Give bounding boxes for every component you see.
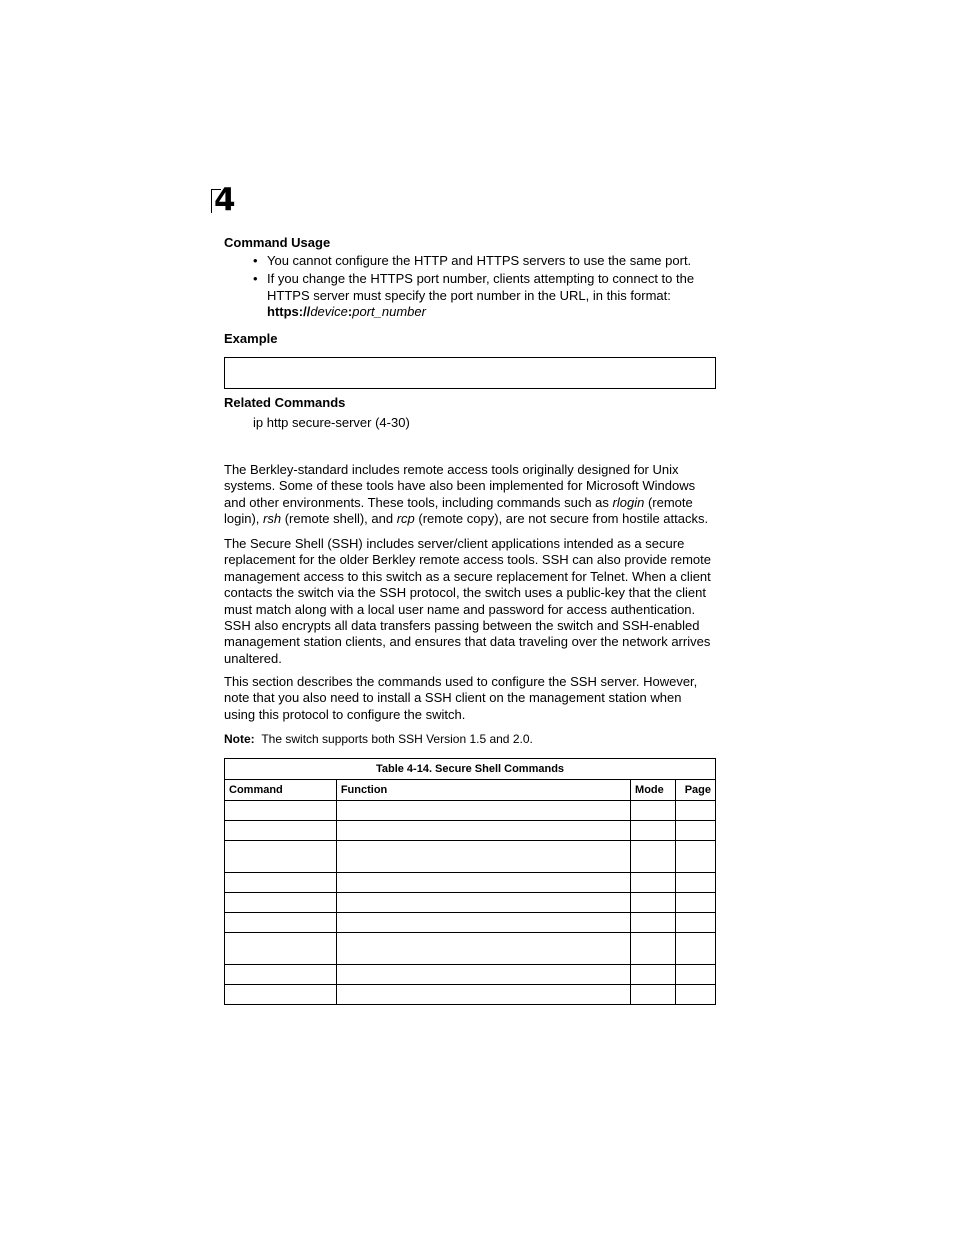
table-row [225, 801, 716, 821]
command-usage-list [253, 253, 723, 321]
note-text: The switch supports both SSH Version 1.5 and 2.0. [261, 732, 533, 746]
ssh-commands-table [224, 758, 716, 1005]
chapter-marker [210, 182, 240, 218]
table-row [225, 841, 716, 873]
table-row [225, 821, 716, 841]
column-header-mode: Mode [631, 780, 676, 801]
table-caption: Table 4-14. Secure Shell Commands [225, 759, 716, 780]
column-header-function: Function [336, 780, 630, 801]
column-header-command: Command [225, 780, 337, 801]
example-heading: Example [224, 331, 278, 346]
note-label: Note: [224, 732, 255, 746]
table-row [225, 965, 716, 985]
table-row [225, 913, 716, 933]
related-commands-heading: Related Commands [224, 395, 346, 410]
url-format: https://device:port_number [267, 304, 426, 320]
paragraph-berkley: The Berkley-standard includes remote access tools originally designed for Unix systems. Some of these tools have also been implemented for Microsoft Windows and other environments. These tools, including commands such as rlogin (remote login), rsh (remote shell), and rcp (remote copy), are not secure from hostile attacks. [224, 462, 709, 527]
bullet-icon: • [253, 270, 258, 286]
column-header-page: Page [676, 780, 716, 801]
list-item: • If you change the HTTPS port number, clients attempting to connect to the HTTPS server must specify the port number in the URL, in this format: https://device:port_number [253, 270, 695, 320]
related-command-link: ip http secure-server (4-30) [253, 415, 410, 430]
list-item: • You cannot configure the HTTP and HTTPS servers to use the same port. [253, 253, 692, 268]
table-row [225, 873, 716, 893]
table-row [225, 933, 716, 965]
bullet-icon: • [253, 253, 258, 268]
table-row [225, 985, 716, 1005]
paragraph-section-description: This section describes the commands used to configure the SSH server. However, note that you also need to install a SSH client on the management station when using this protocol to configure the switch. [224, 674, 698, 722]
chapter-number: 4 [214, 182, 236, 218]
table-row [225, 893, 716, 913]
example-code-box [224, 357, 716, 389]
note [224, 732, 533, 746]
command-usage-heading: Command Usage [224, 235, 331, 250]
paragraph-ssh: The Secure Shell (SSH) includes server/client applications intended as a secure replacement for the older Berkley remote access tools. SSH can also provide remote management access to this switch as a secure replacement for Telnet. When a client contacts the switch via the SSH protocol, the switch uses a public-key that the client must match along with a local user name and password for access authentication. SSH also encrypts all data transfers passing between the switch and SSH-enabled management station clients, and ensures that data traveling over the network arrives unaltered. [224, 536, 712, 666]
